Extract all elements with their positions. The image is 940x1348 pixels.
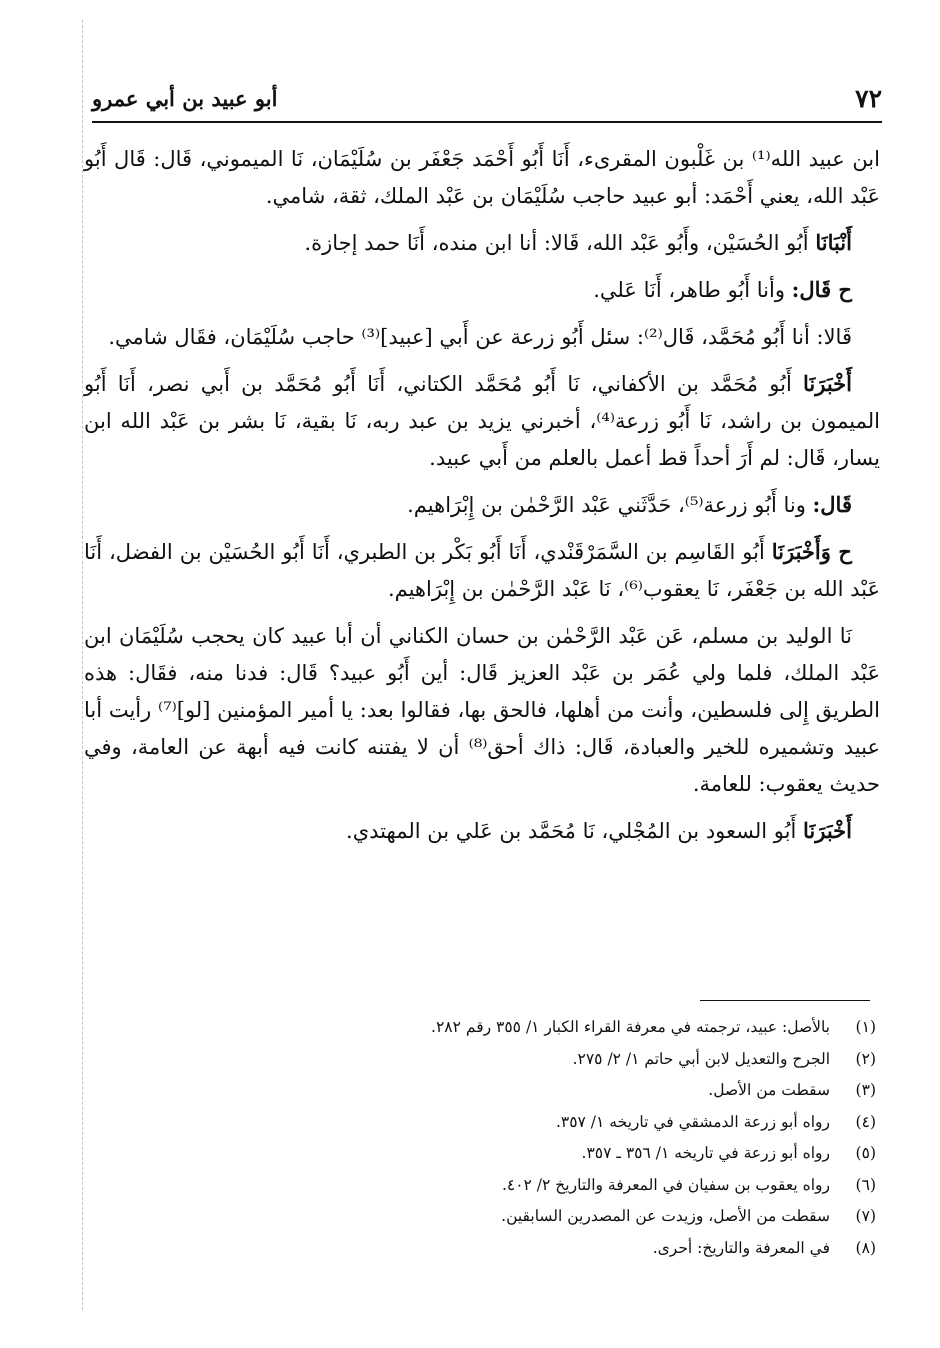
footnote-number: (٢) (855, 1049, 876, 1068)
footnote-number: (٤) (855, 1112, 876, 1131)
paragraph-lead: ح قَال: (791, 277, 852, 302)
paragraph-text: نَا الوليد بن مسلم، عَن عَبْد الرَّحْمٰن بن حسان الكناني أن أبا عبيد كان يحجب سُلَيْمَان ابن عَبْد الملك، فلما ولي عُمَر بن عَبْد العزيز قَال: أين أَبُو عبيد؟ قَال: فدنا منه، فقَال: هذه الطريق إِلى فلسطين، وأنت من أهلها، فالحق بها، فقالوا بعد: يا أمير المؤمنين [لو]⁽⁷⁾ رأيت أبا عبيد وتشميره للخير والعبادة، قَال: ذاك أحق⁽⁸⁾ أن لا يفتنه كانت فيه أبهة عن العامة، وفي حديث يعقوب: للعامة. (84, 624, 880, 796)
footnote-text: بالأصل: عبيد، ترجمته في معرفة القراء الكبار ١/ ٣٥٥ رقم ٢٨٢. (431, 1018, 830, 1036)
paragraph-text: ابن عبيد الله⁽¹⁾ بن غَلْبون المقرىء، أَنَا أَبُو أَحْمَد جَعْفَر بن سُلَيْمَان، نَا الميموني، قَال: قَال أَبُو عَبْد الله، يعني أَحْمَد: أبو عبيد حاجب سُلَيْمَان بن عَبْد الملك، ثقة، شامي. (84, 147, 880, 208)
footnote-number: (٨) (855, 1238, 876, 1257)
paragraph-text: قَالا: أنا أَبُو مُحَمَّد، قَال⁽²⁾: سئل أَبُو زرعة عن أَبي [عبيد]⁽³⁾ حاجب سُلَيْمَان، فقَال شامي. (108, 325, 852, 349)
paragraph-text: ونا أَبُو زرعة⁽⁵⁾، حَدَّثَني عَبْد الرَّحْمٰن بن إِبْرَاهيم. (407, 493, 813, 517)
paragraph-lead: أَنْبَانَا (815, 230, 852, 255)
footnote (120, 1233, 876, 1265)
paragraph-lead: ح وَأَخْبَرَنَا (771, 539, 852, 564)
paragraph (84, 617, 880, 803)
footnote-text: رواه أبو زرعة في تاريخه ١/ ٣٥٦ ـ ٣٥٧. (581, 1144, 830, 1162)
footnote-text: سقطت من الأصل، وزيدت عن المصدرين السابقين. (501, 1207, 830, 1225)
paragraph (84, 812, 880, 850)
body-text (84, 140, 880, 859)
footnote-text: في المعرفة والتاريخ: أحرى. (652, 1238, 830, 1257)
paragraph (84, 318, 880, 356)
paragraph-text: أَبُو السعود بن المُجْلي، نَا مُحَمَّد بن عَلي بن المهتدي. (346, 819, 804, 843)
footnote-text: سقطت من الأصل. (708, 1081, 830, 1099)
paragraph-lead: قَال: (812, 492, 852, 517)
paragraph-text: وأنا أَبُو طاهر، أَنَا عَلي. (593, 278, 792, 302)
paragraph (84, 533, 880, 608)
paragraph (84, 140, 880, 215)
paragraph-text: أَبُو القَاسِم بن السَّمَرْقَنْدي، أَنَا أَبُو بَكْر بن الطبري، أَنَا أَبُو الحُسَيْن بن الفضل، أَنَا عَبْد الله بن جَعْفَر، نَا يعقوب⁽⁶⁾، نَا عَبْد الرَّحْمٰن بن إِبْرَاهيم. (84, 540, 880, 601)
paragraph (84, 224, 880, 262)
footnote-text: رواه يعقوب بن سفيان في المعرفة والتاريخ ٢/ ٤٠٢. (501, 1175, 830, 1194)
paragraph (84, 365, 880, 477)
paragraph-lead: أَخْبَرَنَا (803, 371, 852, 396)
paragraph (84, 271, 880, 309)
page-number: ٧٢ (855, 84, 882, 113)
footnote (120, 1201, 876, 1233)
footnote-number: (٥) (855, 1144, 876, 1162)
paragraph-lead: أَخْبَرَنَا (803, 818, 852, 843)
footnote-number: (٧) (855, 1207, 876, 1225)
footnote (120, 1044, 876, 1076)
footnote (120, 1170, 876, 1202)
footnote-number: (٣) (855, 1081, 876, 1099)
footnote-text: رواه أبو زرعة الدمشقي في تاريخه ١/ ٣٥٧. (555, 1112, 830, 1131)
footnote (120, 1138, 876, 1170)
footnote (120, 1012, 876, 1044)
footnote-rule (700, 1000, 870, 1001)
footnote-number: (١) (855, 1018, 876, 1036)
margin-rule (82, 20, 83, 1310)
footnote-number: (٦) (855, 1175, 876, 1194)
running-title: أبو عبيد بن أبي عمرو (92, 86, 278, 111)
footnotes (120, 1012, 876, 1264)
paragraph (84, 486, 880, 524)
footnote (120, 1107, 876, 1139)
page-header (92, 84, 882, 118)
header-rule (92, 121, 882, 123)
footnote (120, 1075, 876, 1107)
footnote-text: الجرح والتعديل لابن أبي حاتم ١/ ٢/ ٢٧٥. (572, 1049, 830, 1068)
paragraph-text: أَبُو الحُسَيْن، وأَبُو عَبْد الله، قَالا: أنا ابن منده، أَنَا حمد إجازة. (304, 231, 816, 255)
paragraph-text: أَبُو مُحَمَّد بن الأكفاني، نَا أَبُو مُحَمَّد الكتاني، أَنَا أَبُو مُحَمَّد بن أَبي نصر، أَنَا أَبُو الميمون بن راشد، نَا أَبُو زرعة⁽⁴⁾، أخبرني يزيد بن عبد ربه، نَا بقية، نَا بشر بن عَبْد الله ابن يسار، قَال: لم أَرَ أحداً قط أعمل بالعلم من أَبي عبيد. (84, 372, 881, 470)
